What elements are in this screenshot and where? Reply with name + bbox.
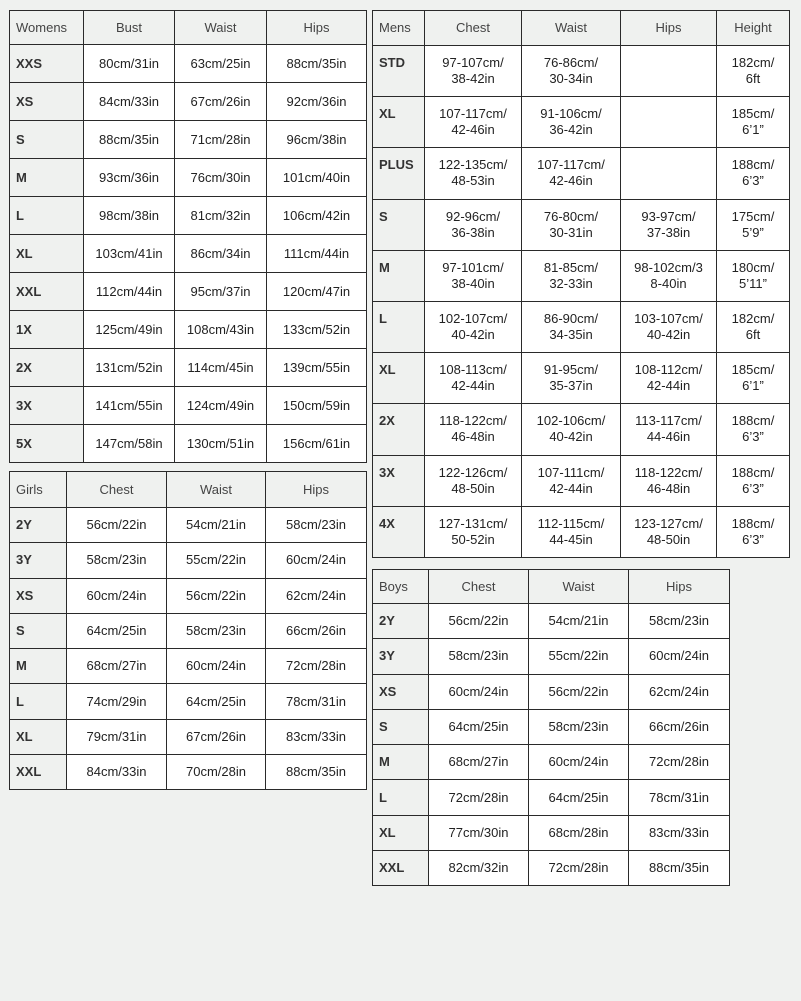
mens-header-waist: Waist bbox=[522, 11, 621, 46]
boys-hips-value: 58cm/23in bbox=[629, 604, 730, 639]
mens-waist-value: 81-85cm/ 32-33in bbox=[522, 250, 621, 301]
mens-hips-value bbox=[621, 97, 717, 148]
mens-size-label: STD bbox=[373, 46, 425, 97]
girls-header-hips: Hips bbox=[266, 472, 367, 508]
womens-hips-value: 120cm/47in bbox=[267, 273, 367, 311]
boys-hips-value: 78cm/31in bbox=[629, 780, 730, 815]
womens-bust-value: 80cm/31in bbox=[84, 45, 175, 83]
boys-size-label: XS bbox=[373, 674, 429, 709]
boys-size-label: XXL bbox=[373, 851, 429, 886]
mens-header-hips: Hips bbox=[621, 11, 717, 46]
womens-size-table bbox=[9, 10, 367, 463]
mens-hips-value: 123-127cm/ 48-50in bbox=[621, 506, 717, 557]
boys-waist-value: 56cm/22in bbox=[529, 674, 629, 709]
womens-hips-value: 88cm/35in bbox=[267, 45, 367, 83]
mens-waist-value: 107-111cm/ 42-44in bbox=[522, 455, 621, 506]
girls-hips-value: 58cm/23in bbox=[266, 508, 367, 543]
boys-chest-value: 58cm/23in bbox=[429, 639, 529, 674]
boys-table-row bbox=[373, 674, 730, 709]
womens-bust-value: 112cm/44in bbox=[84, 273, 175, 311]
womens-bust-value: 125cm/49in bbox=[84, 311, 175, 349]
womens-size-label: 1X bbox=[10, 311, 84, 349]
mens-table-row bbox=[373, 301, 790, 352]
womens-bust-value: 147cm/58in bbox=[84, 425, 175, 463]
womens-waist-value: 86cm/34in bbox=[175, 235, 267, 273]
girls-chest-value: 68cm/27in bbox=[67, 649, 167, 684]
womens-waist-value: 114cm/45in bbox=[175, 349, 267, 387]
mens-waist-value: 91-95cm/ 35-37in bbox=[522, 353, 621, 404]
mens-table-row bbox=[373, 353, 790, 404]
girls-size-label: S bbox=[10, 613, 67, 648]
womens-hips-value: 106cm/42in bbox=[267, 197, 367, 235]
mens-waist-value: 86-90cm/ 34-35in bbox=[522, 301, 621, 352]
womens-table-row bbox=[10, 349, 367, 387]
boys-table-row bbox=[373, 639, 730, 674]
girls-chest-value: 79cm/31in bbox=[67, 719, 167, 754]
mens-height-value: 188cm/ 6’3” bbox=[717, 506, 790, 557]
womens-table-row bbox=[10, 45, 367, 83]
girls-header-girls: Girls bbox=[10, 472, 67, 508]
boys-hips-value: 83cm/33in bbox=[629, 815, 730, 850]
girls-table-row bbox=[10, 755, 367, 790]
mens-chest-value: 127-131cm/ 50-52in bbox=[425, 506, 522, 557]
girls-waist-value: 64cm/25in bbox=[167, 684, 266, 719]
mens-hips-value: 93-97cm/ 37-38in bbox=[621, 199, 717, 250]
mens-chest-value: 92-96cm/ 36-38in bbox=[425, 199, 522, 250]
mens-size-label: 4X bbox=[373, 506, 425, 557]
womens-size-label: XXL bbox=[10, 273, 84, 311]
womens-size-label: 2X bbox=[10, 349, 84, 387]
mens-table-row bbox=[373, 199, 790, 250]
mens-size-label: 2X bbox=[373, 404, 425, 455]
girls-chest-value: 58cm/23in bbox=[67, 543, 167, 578]
womens-bust-value: 131cm/52in bbox=[84, 349, 175, 387]
girls-header-chest: Chest bbox=[67, 472, 167, 508]
womens-header-hips: Hips bbox=[267, 11, 367, 45]
womens-header-womens: Womens bbox=[10, 11, 84, 45]
mens-hips-value: 118-122cm/ 46-48in bbox=[621, 455, 717, 506]
boys-chest-value: 56cm/22in bbox=[429, 604, 529, 639]
womens-hips-value: 96cm/38in bbox=[267, 121, 367, 159]
mens-header-height: Height bbox=[717, 11, 790, 46]
mens-size-label: XL bbox=[373, 97, 425, 148]
womens-bust-value: 98cm/38in bbox=[84, 197, 175, 235]
mens-size-label: PLUS bbox=[373, 148, 425, 199]
womens-waist-value: 63cm/25in bbox=[175, 45, 267, 83]
girls-chest-value: 60cm/24in bbox=[67, 578, 167, 613]
mens-waist-value: 102-106cm/ 40-42in bbox=[522, 404, 621, 455]
boys-size-label: 2Y bbox=[373, 604, 429, 639]
mens-waist-value: 107-117cm/ 42-46in bbox=[522, 148, 621, 199]
mens-waist-value: 112-115cm/ 44-45in bbox=[522, 506, 621, 557]
boys-waist-value: 58cm/23in bbox=[529, 709, 629, 744]
mens-hips-value: 113-117cm/ 44-46in bbox=[621, 404, 717, 455]
boys-table-row bbox=[373, 745, 730, 780]
boys-header-row bbox=[373, 570, 730, 604]
womens-hips-value: 150cm/59in bbox=[267, 387, 367, 425]
mens-waist-value: 76-86cm/ 30-34in bbox=[522, 46, 621, 97]
mens-table-row bbox=[373, 250, 790, 301]
womens-hips-value: 92cm/36in bbox=[267, 83, 367, 121]
boys-size-label: XL bbox=[373, 815, 429, 850]
womens-waist-value: 67cm/26in bbox=[175, 83, 267, 121]
womens-waist-value: 81cm/32in bbox=[175, 197, 267, 235]
boys-hips-value: 60cm/24in bbox=[629, 639, 730, 674]
boys-size-label: S bbox=[373, 709, 429, 744]
boys-table-row bbox=[373, 780, 730, 815]
girls-table-row bbox=[10, 649, 367, 684]
womens-table-row bbox=[10, 387, 367, 425]
boys-waist-value: 68cm/28in bbox=[529, 815, 629, 850]
womens-size-label: 5X bbox=[10, 425, 84, 463]
mens-chest-value: 107-117cm/ 42-46in bbox=[425, 97, 522, 148]
girls-hips-value: 60cm/24in bbox=[266, 543, 367, 578]
boys-hips-value: 88cm/35in bbox=[629, 851, 730, 886]
girls-table-row bbox=[10, 508, 367, 543]
mens-waist-value: 76-80cm/ 30-31in bbox=[522, 199, 621, 250]
mens-chest-value: 108-113cm/ 42-44in bbox=[425, 353, 522, 404]
girls-size-label: XS bbox=[10, 578, 67, 613]
womens-header-waist: Waist bbox=[175, 11, 267, 45]
boys-table-row bbox=[373, 709, 730, 744]
mens-chest-value: 122-126cm/ 48-50in bbox=[425, 455, 522, 506]
mens-table-row bbox=[373, 97, 790, 148]
boys-header-boys: Boys bbox=[373, 570, 429, 604]
boys-table-row bbox=[373, 604, 730, 639]
mens-hips-value bbox=[621, 148, 717, 199]
womens-hips-value: 133cm/52in bbox=[267, 311, 367, 349]
girls-header-waist: Waist bbox=[167, 472, 266, 508]
girls-table-row bbox=[10, 719, 367, 754]
girls-size-label: XXL bbox=[10, 755, 67, 790]
mens-height-value: 185cm/ 6’1” bbox=[717, 97, 790, 148]
mens-height-value: 175cm/ 5’9” bbox=[717, 199, 790, 250]
mens-table-row bbox=[373, 148, 790, 199]
womens-size-label: XXS bbox=[10, 45, 84, 83]
boys-chest-value: 82cm/32in bbox=[429, 851, 529, 886]
mens-table-row bbox=[373, 46, 790, 97]
girls-waist-value: 58cm/23in bbox=[167, 613, 266, 648]
boys-header-hips: Hips bbox=[629, 570, 730, 604]
womens-size-label: M bbox=[10, 159, 84, 197]
womens-bust-value: 103cm/41in bbox=[84, 235, 175, 273]
mens-chest-value: 102-107cm/ 40-42in bbox=[425, 301, 522, 352]
girls-table-row bbox=[10, 578, 367, 613]
girls-hips-value: 83cm/33in bbox=[266, 719, 367, 754]
mens-waist-value: 91-106cm/ 36-42in bbox=[522, 97, 621, 148]
mens-header-chest: Chest bbox=[425, 11, 522, 46]
mens-table-row bbox=[373, 455, 790, 506]
mens-table-row bbox=[373, 404, 790, 455]
womens-table-row bbox=[10, 311, 367, 349]
girls-size-label: 3Y bbox=[10, 543, 67, 578]
girls-hips-value: 78cm/31in bbox=[266, 684, 367, 719]
womens-header-bust: Bust bbox=[84, 11, 175, 45]
mens-hips-value: 98-102cm/3 8-40in bbox=[621, 250, 717, 301]
boys-header-waist: Waist bbox=[529, 570, 629, 604]
womens-waist-value: 95cm/37in bbox=[175, 273, 267, 311]
womens-bust-value: 93cm/36in bbox=[84, 159, 175, 197]
womens-size-label: L bbox=[10, 197, 84, 235]
womens-hips-value: 101cm/40in bbox=[267, 159, 367, 197]
boys-table-row bbox=[373, 851, 730, 886]
girls-chest-value: 74cm/29in bbox=[67, 684, 167, 719]
womens-hips-value: 139cm/55in bbox=[267, 349, 367, 387]
womens-waist-value: 124cm/49in bbox=[175, 387, 267, 425]
girls-table-row bbox=[10, 684, 367, 719]
mens-hips-value bbox=[621, 46, 717, 97]
boys-waist-value: 54cm/21in bbox=[529, 604, 629, 639]
mens-hips-value: 103-107cm/ 40-42in bbox=[621, 301, 717, 352]
boys-header-chest: Chest bbox=[429, 570, 529, 604]
womens-header-row bbox=[10, 11, 367, 45]
girls-hips-value: 66cm/26in bbox=[266, 613, 367, 648]
boys-size-table bbox=[372, 569, 730, 886]
womens-waist-value: 130cm/51in bbox=[175, 425, 267, 463]
womens-size-label: S bbox=[10, 121, 84, 159]
mens-chest-value: 97-107cm/ 38-42in bbox=[425, 46, 522, 97]
boys-chest-value: 72cm/28in bbox=[429, 780, 529, 815]
boys-size-label: 3Y bbox=[373, 639, 429, 674]
mens-height-value: 182cm/ 6ft bbox=[717, 46, 790, 97]
girls-table-row bbox=[10, 613, 367, 648]
mens-header-row bbox=[373, 11, 790, 46]
girls-size-label: L bbox=[10, 684, 67, 719]
mens-chest-value: 118-122cm/ 46-48in bbox=[425, 404, 522, 455]
mens-table-row bbox=[373, 506, 790, 557]
boys-waist-value: 64cm/25in bbox=[529, 780, 629, 815]
boys-chest-value: 68cm/27in bbox=[429, 745, 529, 780]
boys-size-label: L bbox=[373, 780, 429, 815]
mens-height-value: 188cm/ 6’3” bbox=[717, 455, 790, 506]
girls-hips-value: 88cm/35in bbox=[266, 755, 367, 790]
mens-height-value: 182cm/ 6ft bbox=[717, 301, 790, 352]
womens-waist-value: 108cm/43in bbox=[175, 311, 267, 349]
mens-header-mens: Mens bbox=[373, 11, 425, 46]
boys-chest-value: 64cm/25in bbox=[429, 709, 529, 744]
boys-hips-value: 72cm/28in bbox=[629, 745, 730, 780]
girls-chest-value: 56cm/22in bbox=[67, 508, 167, 543]
boys-table-row bbox=[373, 815, 730, 850]
boys-size-label: M bbox=[373, 745, 429, 780]
boys-hips-value: 62cm/24in bbox=[629, 674, 730, 709]
girls-waist-value: 60cm/24in bbox=[167, 649, 266, 684]
womens-size-label: XS bbox=[10, 83, 84, 121]
womens-table-row bbox=[10, 235, 367, 273]
womens-table-row bbox=[10, 121, 367, 159]
womens-size-label: XL bbox=[10, 235, 84, 273]
womens-waist-value: 71cm/28in bbox=[175, 121, 267, 159]
womens-bust-value: 88cm/35in bbox=[84, 121, 175, 159]
girls-waist-value: 67cm/26in bbox=[167, 719, 266, 754]
womens-table-row bbox=[10, 197, 367, 235]
mens-height-value: 185cm/ 6’1” bbox=[717, 353, 790, 404]
mens-size-label: 3X bbox=[373, 455, 425, 506]
womens-bust-value: 141cm/55in bbox=[84, 387, 175, 425]
girls-waist-value: 70cm/28in bbox=[167, 755, 266, 790]
mens-size-label: XL bbox=[373, 353, 425, 404]
girls-header-row bbox=[10, 472, 367, 508]
mens-height-value: 188cm/ 6’3” bbox=[717, 404, 790, 455]
mens-hips-value: 108-112cm/ 42-44in bbox=[621, 353, 717, 404]
mens-size-label: L bbox=[373, 301, 425, 352]
womens-size-label: 3X bbox=[10, 387, 84, 425]
womens-table-row bbox=[10, 273, 367, 311]
womens-hips-value: 111cm/44in bbox=[267, 235, 367, 273]
womens-table-row bbox=[10, 159, 367, 197]
girls-waist-value: 56cm/22in bbox=[167, 578, 266, 613]
boys-waist-value: 55cm/22in bbox=[529, 639, 629, 674]
girls-size-label: 2Y bbox=[10, 508, 67, 543]
mens-size-table bbox=[372, 10, 790, 558]
boys-waist-value: 72cm/28in bbox=[529, 851, 629, 886]
girls-table-row bbox=[10, 543, 367, 578]
mens-chest-value: 97-101cm/ 38-40in bbox=[425, 250, 522, 301]
womens-hips-value: 156cm/61in bbox=[267, 425, 367, 463]
girls-chest-value: 84cm/33in bbox=[67, 755, 167, 790]
girls-chest-value: 64cm/25in bbox=[67, 613, 167, 648]
womens-bust-value: 84cm/33in bbox=[84, 83, 175, 121]
mens-height-value: 188cm/ 6’3” bbox=[717, 148, 790, 199]
boys-chest-value: 77cm/30in bbox=[429, 815, 529, 850]
boys-chest-value: 60cm/24in bbox=[429, 674, 529, 709]
mens-height-value: 180cm/ 5’11” bbox=[717, 250, 790, 301]
mens-chest-value: 122-135cm/ 48-53in bbox=[425, 148, 522, 199]
girls-hips-value: 72cm/28in bbox=[266, 649, 367, 684]
womens-waist-value: 76cm/30in bbox=[175, 159, 267, 197]
girls-size-label: M bbox=[10, 649, 67, 684]
girls-size-table bbox=[9, 471, 367, 790]
womens-table-row bbox=[10, 83, 367, 121]
girls-waist-value: 55cm/22in bbox=[167, 543, 266, 578]
mens-size-label: S bbox=[373, 199, 425, 250]
womens-table-row bbox=[10, 425, 367, 463]
girls-hips-value: 62cm/24in bbox=[266, 578, 367, 613]
boys-hips-value: 66cm/26in bbox=[629, 709, 730, 744]
girls-waist-value: 54cm/21in bbox=[167, 508, 266, 543]
boys-waist-value: 60cm/24in bbox=[529, 745, 629, 780]
girls-size-label: XL bbox=[10, 719, 67, 754]
mens-size-label: M bbox=[373, 250, 425, 301]
